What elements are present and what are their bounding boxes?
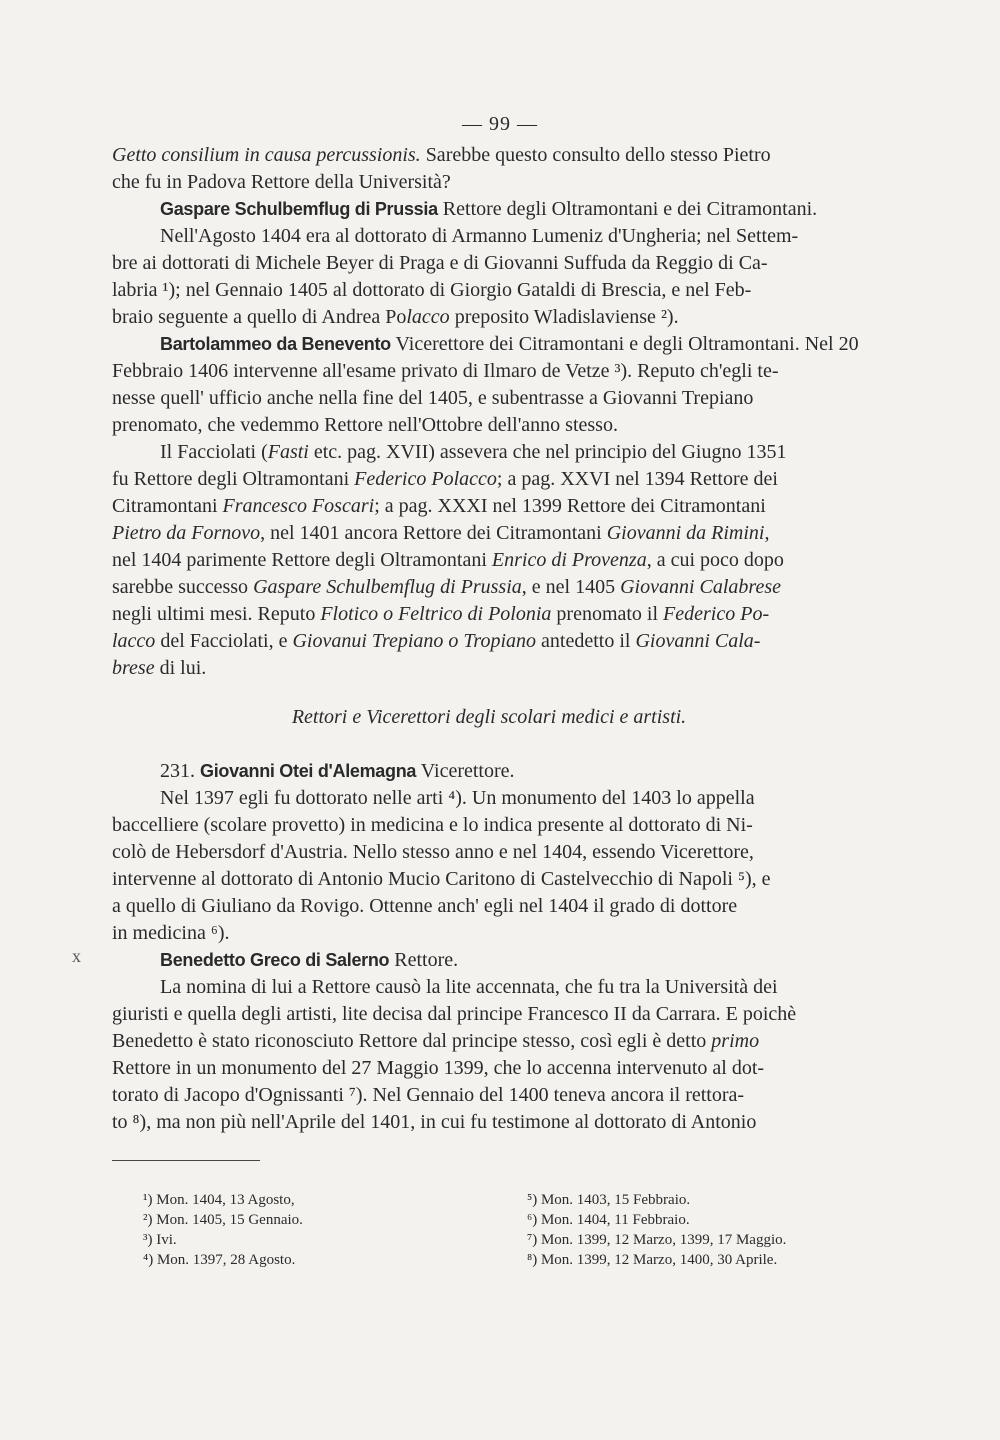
text-line-content: che fu in Padova Rettore della Università? [112, 171, 451, 193]
text-line-content: colò de Hebersdorf d'Austria. Nello stesso anno e nel 1404, essendo Vicerettore, [112, 841, 754, 863]
text-line-content: Pietro da Fornovo, nel 1401 ancora Rettore dei Citramontani Giovanni da Rimini, [112, 522, 770, 544]
text-line-content: Citramontani Francesco Foscari; a pag. XXXI nel 1399 Rettore dei Citramontani [112, 495, 766, 517]
footnote: ⁵) Mon. 1403, 15 Febbraio. [527, 1192, 691, 1208]
text-line [112, 169, 866, 196]
footnote: ⁸) Mon. 1399, 12 Marzo, 1400, 30 Aprile. [527, 1252, 778, 1268]
text-line-content: Il Facciolati (Fasti etc. pag. XVII) assevera che nel principio del Giugno 1351 [160, 441, 787, 463]
margin-mark: x [72, 946, 81, 966]
text-line [112, 758, 866, 785]
text-line [112, 601, 866, 628]
text-line [112, 866, 866, 893]
text-line [112, 893, 866, 920]
text-line [112, 628, 866, 655]
text-line [112, 974, 866, 1001]
text-line [112, 385, 866, 412]
text-line [112, 655, 866, 682]
text-line [112, 1028, 866, 1055]
text-line-content: Getto consilium in causa percussionis. Sarebbe questo consulto dello stesso Pietro [112, 144, 771, 166]
text-line [112, 493, 866, 520]
text-line-content: baccelliere (scolare provetto) in medicina e lo indica presente al dottorato di Ni- [112, 814, 753, 836]
text-line [112, 574, 866, 601]
text-line-content: Nell'Agosto 1404 era al dottorato di Armanno Lumeniz d'Ungheria; nel Settem- [160, 225, 799, 247]
text-line [112, 785, 866, 812]
footnote: ²) Mon. 1405, 15 Gennaio. [143, 1212, 303, 1228]
text-line-content: to ⁸), ma non più nell'Aprile del 1401, in cui fu testimone al dottorato di Antonio [112, 1111, 757, 1133]
text-line [112, 331, 866, 358]
footnote: ¹) Mon. 1404, 13 Agosto, [143, 1192, 295, 1208]
text-line [112, 520, 866, 547]
text-line-content: fu Rettore degli Oltramontani Federico Polacco; a pag. XXVI nel 1394 Rettore dei [112, 468, 778, 490]
text-line-content: lacco del Facciolati, e Giovanui Trepiano o Tropiano antedetto il Giovanni Cala- [112, 630, 761, 652]
text-line-content: La nomina di lui a Rettore causò la lite accennata, che fu tra la Università dei [160, 976, 778, 998]
footnote-rule [112, 1160, 260, 1161]
footnote: ³) Ivi. [143, 1232, 177, 1248]
text-line [112, 547, 866, 574]
text-line [112, 947, 866, 974]
text-line-content: Nel 1397 egli fu dottorato nelle arti ⁴). Un monumento del 1403 lo appella [160, 787, 755, 809]
text-block-top [112, 142, 866, 682]
text-line-content: sarebbe successo Gaspare Schulbemflug di Prussia, e nel 1405 Giovanni Calabrese [112, 576, 781, 598]
text-line [112, 812, 866, 839]
text-line-content: a quello di Giuliano da Rovigo. Ottenne anch' egli nel 1404 il grado di dottore [112, 895, 738, 917]
text-line [112, 142, 866, 169]
text-line-content: nel 1404 parimente Rettore degli Oltramontani Enrico di Provenza, a cui poco dopo [112, 549, 784, 571]
text-line [112, 1082, 866, 1109]
text-line-content: Bartolammeo da Benevento Vicerettore dei Citramontani e degli Oltramontani. Nel 20 [160, 333, 859, 355]
text-line [112, 250, 866, 277]
text-line [112, 358, 866, 385]
text-line-content: Rettore in un monumento del 27 Maggio 1399, che lo accenna intervenuto al dot- [112, 1057, 765, 1079]
text-line [112, 196, 866, 223]
text-line-content: Benedetto è stato riconosciuto Rettore dal principe stesso, così egli è detto primo [112, 1030, 760, 1052]
footnotes-right [527, 1190, 786, 1270]
text-line-content: prenomato, che vedemmo Rettore nell'Ottobre dell'anno stesso. [112, 414, 618, 436]
text-line [112, 223, 866, 250]
text-line [112, 304, 866, 331]
footnote: ⁴) Mon. 1397, 28 Agosto. [143, 1252, 296, 1268]
text-line [112, 1055, 866, 1082]
text-line-content: torato di Jacopo d'Ognissanti ⁷). Nel Gennaio del 1400 teneva ancora il rettora- [112, 1084, 745, 1106]
footnote: ⁶) Mon. 1404, 11 Febbraio. [527, 1212, 690, 1228]
text-line [112, 466, 866, 493]
text-line-content: negli ultimi mesi. Reputo Flotico o Feltrico di Polonia prenomato il Federico Po- [112, 603, 770, 625]
text-line-content: nesse quell' ufficio anche nella fine del 1405, e subentrasse a Giovanni Trepiano [112, 387, 754, 409]
text-line-content: brese di lui. [112, 657, 207, 679]
text-line-content: Benedetto Greco di Salerno Rettore. [160, 949, 459, 971]
text-line [112, 1109, 866, 1136]
text-line-content: braio seguente a quello di Andrea Polacco preposito Wladislaviense ²). [112, 306, 679, 328]
text-line [112, 839, 866, 866]
text-line [112, 439, 866, 466]
text-line-content: giuristi e quella degli artisti, lite decisa dal principe Francesco II da Carrara. E poichè [112, 1003, 797, 1025]
text-line-content: in medicina ⁶). [112, 922, 230, 944]
text-line-content: labria ¹); nel Gennaio 1405 al dottorato di Giorgio Gataldi di Brescia, e nel Feb- [112, 279, 752, 301]
text-line-content: Gaspare Schulbemflug di Prussia Rettore degli Oltramontani e dei Citramontani. [160, 198, 818, 220]
footnotes-left [143, 1190, 303, 1270]
text-line-content: intervenne al dottorato di Antonio Mucio Caritono di Castelvecchio di Napoli ⁵), e [112, 868, 771, 890]
page-number: — 99 — [462, 113, 538, 135]
footnote: ⁷) Mon. 1399, 12 Marzo, 1399, 17 Maggio. [527, 1232, 787, 1248]
text-line-content: bre ai dottorati di Michele Beyer di Praga e di Giovanni Suffuda da Reggio di Ca- [112, 252, 768, 274]
text-line-content: 231. Giovanni Otei d'Alemagna Vicerettore. [160, 760, 515, 782]
section-title: Rettori e Vicerettori degli scolari medici e artisti. [291, 706, 687, 728]
text-line [112, 412, 866, 439]
text-line [112, 1001, 866, 1028]
text-line-content: Febbraio 1406 intervenne all'esame privato di Ilmaro de Vetze ³). Reputo ch'egli te- [112, 360, 779, 382]
text-line [112, 920, 866, 947]
text-block-bottom [112, 758, 866, 1136]
text-line [112, 277, 866, 304]
page-body [112, 142, 866, 1136]
